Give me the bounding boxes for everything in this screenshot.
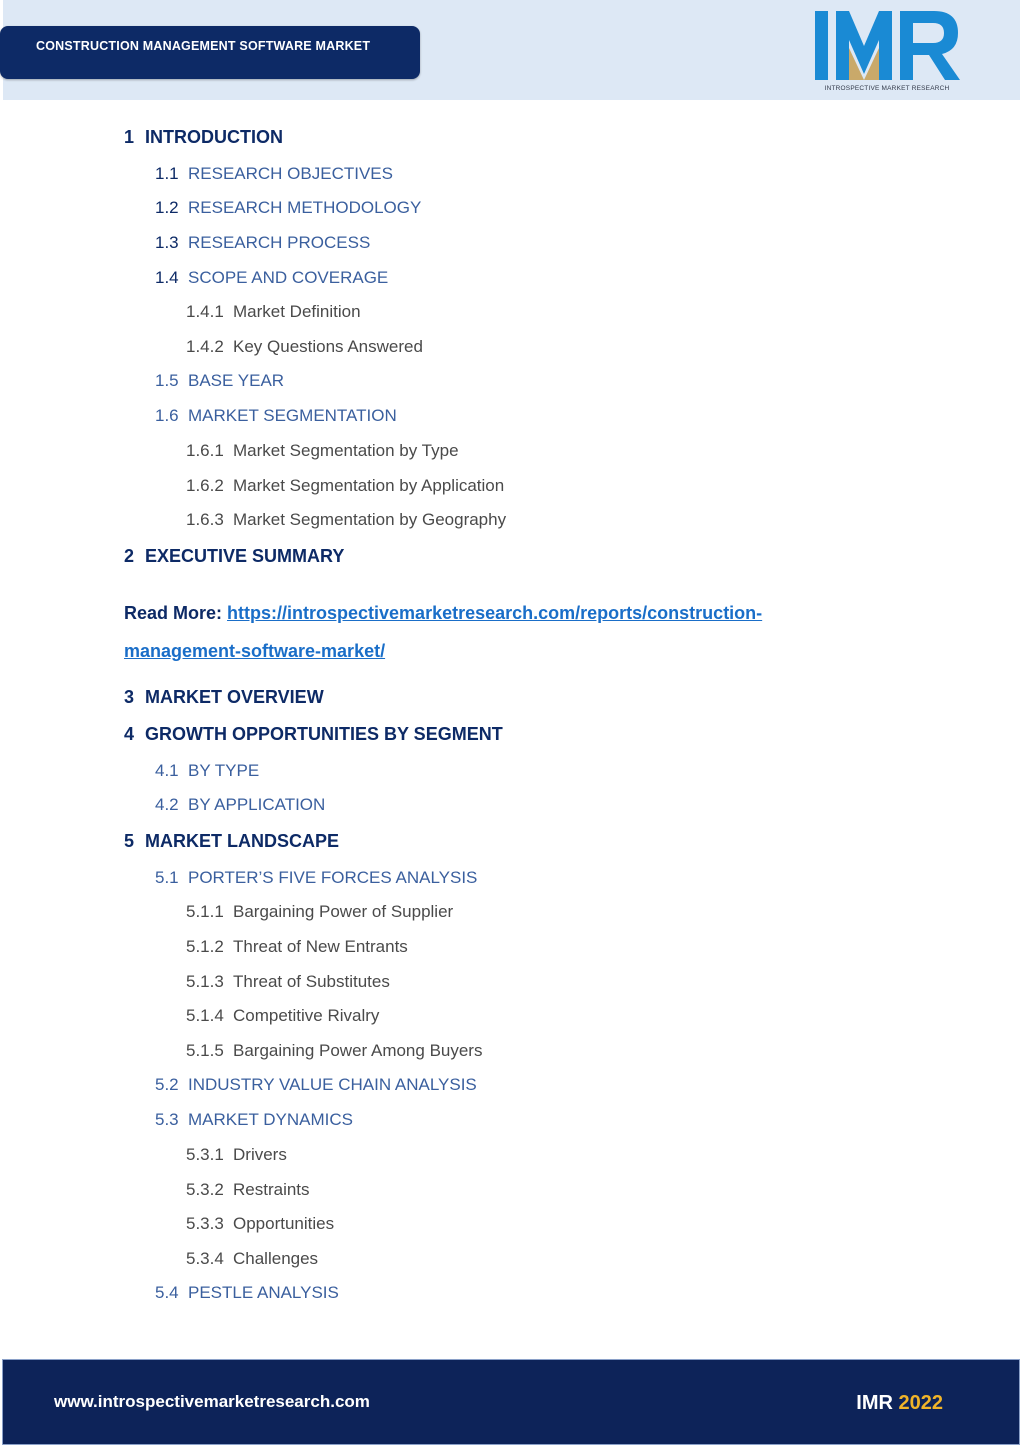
toc-entry-number: 4 <box>124 724 135 744</box>
toc-entry-label: RESEARCH OBJECTIVES <box>188 164 393 183</box>
toc-entry-level-3[interactable] <box>186 1040 482 1062</box>
toc-entry-label: SCOPE AND COVERAGE <box>188 268 389 287</box>
toc-entry-label: INTRODUCTION <box>145 127 283 147</box>
toc-entry-level-3[interactable] <box>186 1179 310 1201</box>
footer <box>2 1359 1020 1445</box>
toc-entry-level-3[interactable] <box>186 440 459 462</box>
toc-entry-number: 5.1 <box>155 868 179 887</box>
read-more-label: Read More: <box>124 603 228 623</box>
toc-entry-label: RESEARCH METHODOLOGY <box>188 198 422 217</box>
toc-entry-number: 1.4.2 <box>186 337 224 356</box>
toc-entry-level-2[interactable] <box>155 405 397 427</box>
toc-entry-label: Drivers <box>233 1145 287 1164</box>
toc-entry-number: 5.1.4 <box>186 1006 224 1025</box>
toc-entry-number: 1.6.2 <box>186 476 224 495</box>
toc-entry-level-3[interactable] <box>186 509 506 531</box>
toc-entry-label: PORTER’S FIVE FORCES ANALYSIS <box>188 868 478 887</box>
read-more-link[interactable]: https://introspectivemarketresearch.com/reports/construction-management-software-market/ <box>124 603 763 661</box>
toc-entry-label: Competitive Rivalry <box>233 1006 380 1025</box>
toc-entry-label: Market Definition <box>233 302 361 321</box>
toc-entry-number: 1.4 <box>155 268 179 287</box>
toc-entry-level-2[interactable] <box>155 1282 339 1304</box>
toc-entry-number: 5 <box>124 831 135 851</box>
toc-entry-level-2[interactable] <box>155 1074 477 1096</box>
toc-entry-number: 5.1.3 <box>186 972 224 991</box>
toc-entry-label: Bargaining Power of Supplier <box>233 902 454 921</box>
toc-entry-label: RESEARCH PROCESS <box>188 233 371 252</box>
toc-entry-number: 1.5 <box>155 371 179 390</box>
toc-entry-label: GROWTH OPPORTUNITIES BY SEGMENT <box>145 724 503 744</box>
footer-website[interactable]: www.introspectivemarketresearch.com <box>54 1392 370 1411</box>
toc-entry-label: Opportunities <box>233 1214 335 1233</box>
toc-entry-level-2[interactable] <box>155 267 388 289</box>
toc-entry-level-1[interactable] <box>124 723 503 745</box>
toc-entry-label: Market Segmentation by Application <box>233 476 505 495</box>
toc-entry-number: 5.2 <box>155 1075 179 1094</box>
imr-logo <box>812 8 962 96</box>
toc-entry-label: Threat of New Entrants <box>233 937 408 956</box>
toc-entry-label: BY TYPE <box>188 761 260 780</box>
toc-entry-number: 5.3.4 <box>186 1249 224 1268</box>
toc-entry-level-2[interactable] <box>155 867 477 889</box>
toc-entry-label: Challenges <box>233 1249 319 1268</box>
toc-entry-level-3[interactable] <box>186 1248 318 1270</box>
footer-brand-name: IMR <box>856 1392 893 1414</box>
read-more <box>124 594 824 670</box>
toc-entry-label: MARKET LANDSCAPE <box>145 831 340 851</box>
toc-entry-label: BASE YEAR <box>188 371 285 390</box>
toc-entry-label: INDUSTRY VALUE CHAIN ANALYSIS <box>188 1075 477 1094</box>
toc-entry-level-2[interactable] <box>155 760 259 782</box>
toc-entry-label: BY APPLICATION <box>188 795 326 814</box>
toc-entry-level-1[interactable] <box>124 830 339 852</box>
logo-caption: INTROSPECTIVE MARKET RESEARCH <box>824 85 950 92</box>
toc-entry-number: 1 <box>124 127 135 147</box>
footer-year: 2022 <box>898 1392 943 1414</box>
toc-entry-number: 1.4.1 <box>186 302 224 321</box>
toc-entry-level-1[interactable] <box>124 686 324 708</box>
toc-entry-label: PESTLE ANALYSIS <box>188 1283 339 1302</box>
toc-entry-label: Restraints <box>233 1180 310 1199</box>
toc-entry-number: 2 <box>124 546 135 566</box>
toc-entry-number: 5.3.2 <box>186 1180 224 1199</box>
toc-entry-level-3[interactable] <box>186 475 504 497</box>
toc-entry-number: 5.1.1 <box>186 902 224 921</box>
toc-entry-label: Key Questions Answered <box>233 337 423 356</box>
toc-entry-label: MARKET OVERVIEW <box>145 687 324 707</box>
toc-entry-level-1[interactable] <box>124 126 283 148</box>
toc-entry-level-2[interactable] <box>155 370 284 392</box>
toc-entry-level-3[interactable] <box>186 1144 287 1166</box>
toc-entry-level-3[interactable] <box>186 301 361 323</box>
toc-entry-label: Market Segmentation by Geography <box>233 510 507 529</box>
toc-entry-label: Threat of Substitutes <box>233 972 390 991</box>
toc-entry-level-2[interactable] <box>155 1109 353 1131</box>
toc-entry-level-3[interactable] <box>186 336 423 358</box>
report-title: CONSTRUCTION MANAGEMENT SOFTWARE MARKET <box>36 39 371 53</box>
toc-entry-number: 5.4 <box>155 1283 179 1302</box>
toc-entry-number: 5.3.3 <box>186 1214 224 1233</box>
report-title-banner <box>0 26 420 79</box>
toc-entry-number: 1.6.1 <box>186 441 224 460</box>
footer-brand <box>856 1392 943 1415</box>
toc-entry-number: 1.3 <box>155 233 179 252</box>
toc-entry-label: Market Segmentation by Type <box>233 441 459 460</box>
toc-entry-label: EXECUTIVE SUMMARY <box>145 546 345 566</box>
toc-entry-level-3[interactable] <box>186 936 408 958</box>
toc-entry-label: Bargaining Power Among Buyers <box>233 1041 483 1060</box>
toc-entry-level-3[interactable] <box>186 1005 379 1027</box>
toc-entry-number: 5.3 <box>155 1110 179 1129</box>
toc-entry-level-3[interactable] <box>186 1213 334 1235</box>
toc-entry-number: 4.1 <box>155 761 179 780</box>
toc-entry-number: 5.3.1 <box>186 1145 224 1164</box>
toc-entry-number: 3 <box>124 687 135 707</box>
toc-entry-number: 1.6.3 <box>186 510 224 529</box>
toc-entry-number: 5.1.5 <box>186 1041 224 1060</box>
imr-logo-icon <box>812 8 962 84</box>
toc-entry-label: MARKET DYNAMICS <box>188 1110 353 1129</box>
toc-entry-number: 1.1 <box>155 164 179 183</box>
toc-entry-level-2[interactable] <box>155 794 325 816</box>
toc-entry-level-1[interactable] <box>124 545 344 567</box>
toc-entry-number: 1.2 <box>155 198 179 217</box>
toc-entry-level-2[interactable] <box>155 197 421 219</box>
toc-entry-number: 1.6 <box>155 406 179 425</box>
toc-entry-level-3[interactable] <box>186 971 390 993</box>
toc-entry-level-2[interactable] <box>155 232 370 254</box>
toc-entry-level-3[interactable] <box>186 901 453 923</box>
toc-entry-label: MARKET SEGMENTATION <box>188 406 397 425</box>
toc-entry-level-2[interactable] <box>155 163 393 185</box>
toc-entry-number: 4.2 <box>155 795 179 814</box>
toc-entry-number: 5.1.2 <box>186 937 224 956</box>
